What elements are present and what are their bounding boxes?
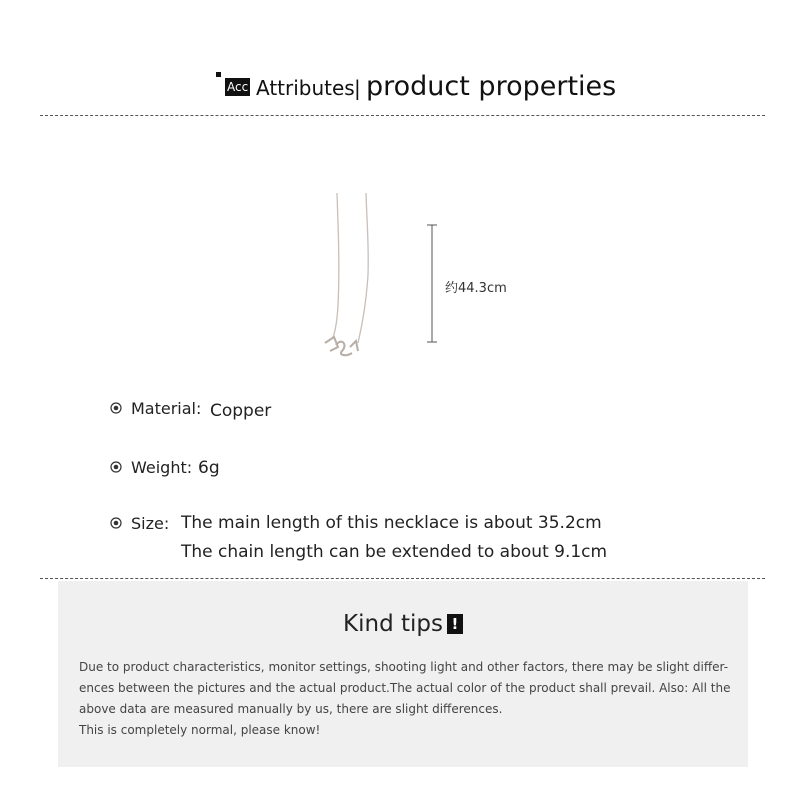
exclamation-icon: ! xyxy=(447,614,463,634)
weight-label: Weight: xyxy=(131,458,193,477)
bottom-divider xyxy=(40,578,765,579)
size-label: Size: xyxy=(131,514,170,533)
tips-body xyxy=(79,657,734,741)
necklace-image xyxy=(300,185,560,375)
circle-dot-icon xyxy=(110,517,122,529)
kind-tips-panel xyxy=(58,581,748,767)
tips-line-3: above data are measured manually by us, there are slight differences. xyxy=(79,702,503,716)
right-chain xyxy=(358,193,368,343)
square-dot-icon xyxy=(216,72,221,77)
length-measurement: 约44.3cm xyxy=(445,281,507,296)
attributes-label: Attributes xyxy=(256,76,355,100)
tips-line-1: Due to product characteristics, monitor settings, shooting light and other factors, there may be slight differ- xyxy=(79,660,729,674)
circle-dot-icon xyxy=(110,461,122,473)
tips-line-4: This is completely normal, please know! xyxy=(79,723,321,737)
tips-line-2: ences between the pictures and the actual product.The actual color of the product shall prevail. Also: All the xyxy=(79,681,731,695)
material-value: Copper xyxy=(210,401,272,421)
acc-badge: Acc xyxy=(227,80,249,94)
tips-title-row xyxy=(58,611,748,637)
circle-dot-icon xyxy=(110,402,122,414)
size-value xyxy=(181,509,607,567)
tips-title: Kind tips xyxy=(343,611,443,637)
size-line-main: The main length of this necklace is about 35.2cm xyxy=(181,513,602,533)
top-divider xyxy=(40,115,765,116)
size-line-extension: The chain length can be extended to about 9.1cm xyxy=(181,542,608,562)
material-label: Material: xyxy=(131,399,202,418)
left-chain xyxy=(333,193,339,337)
pendant xyxy=(325,337,358,355)
length-bracket xyxy=(427,225,437,342)
weight-value: 6g xyxy=(198,458,220,478)
necklace-illustration xyxy=(300,185,560,375)
page-title: product properties xyxy=(366,71,617,102)
header-separator: | xyxy=(354,76,361,100)
section-header xyxy=(0,70,800,110)
